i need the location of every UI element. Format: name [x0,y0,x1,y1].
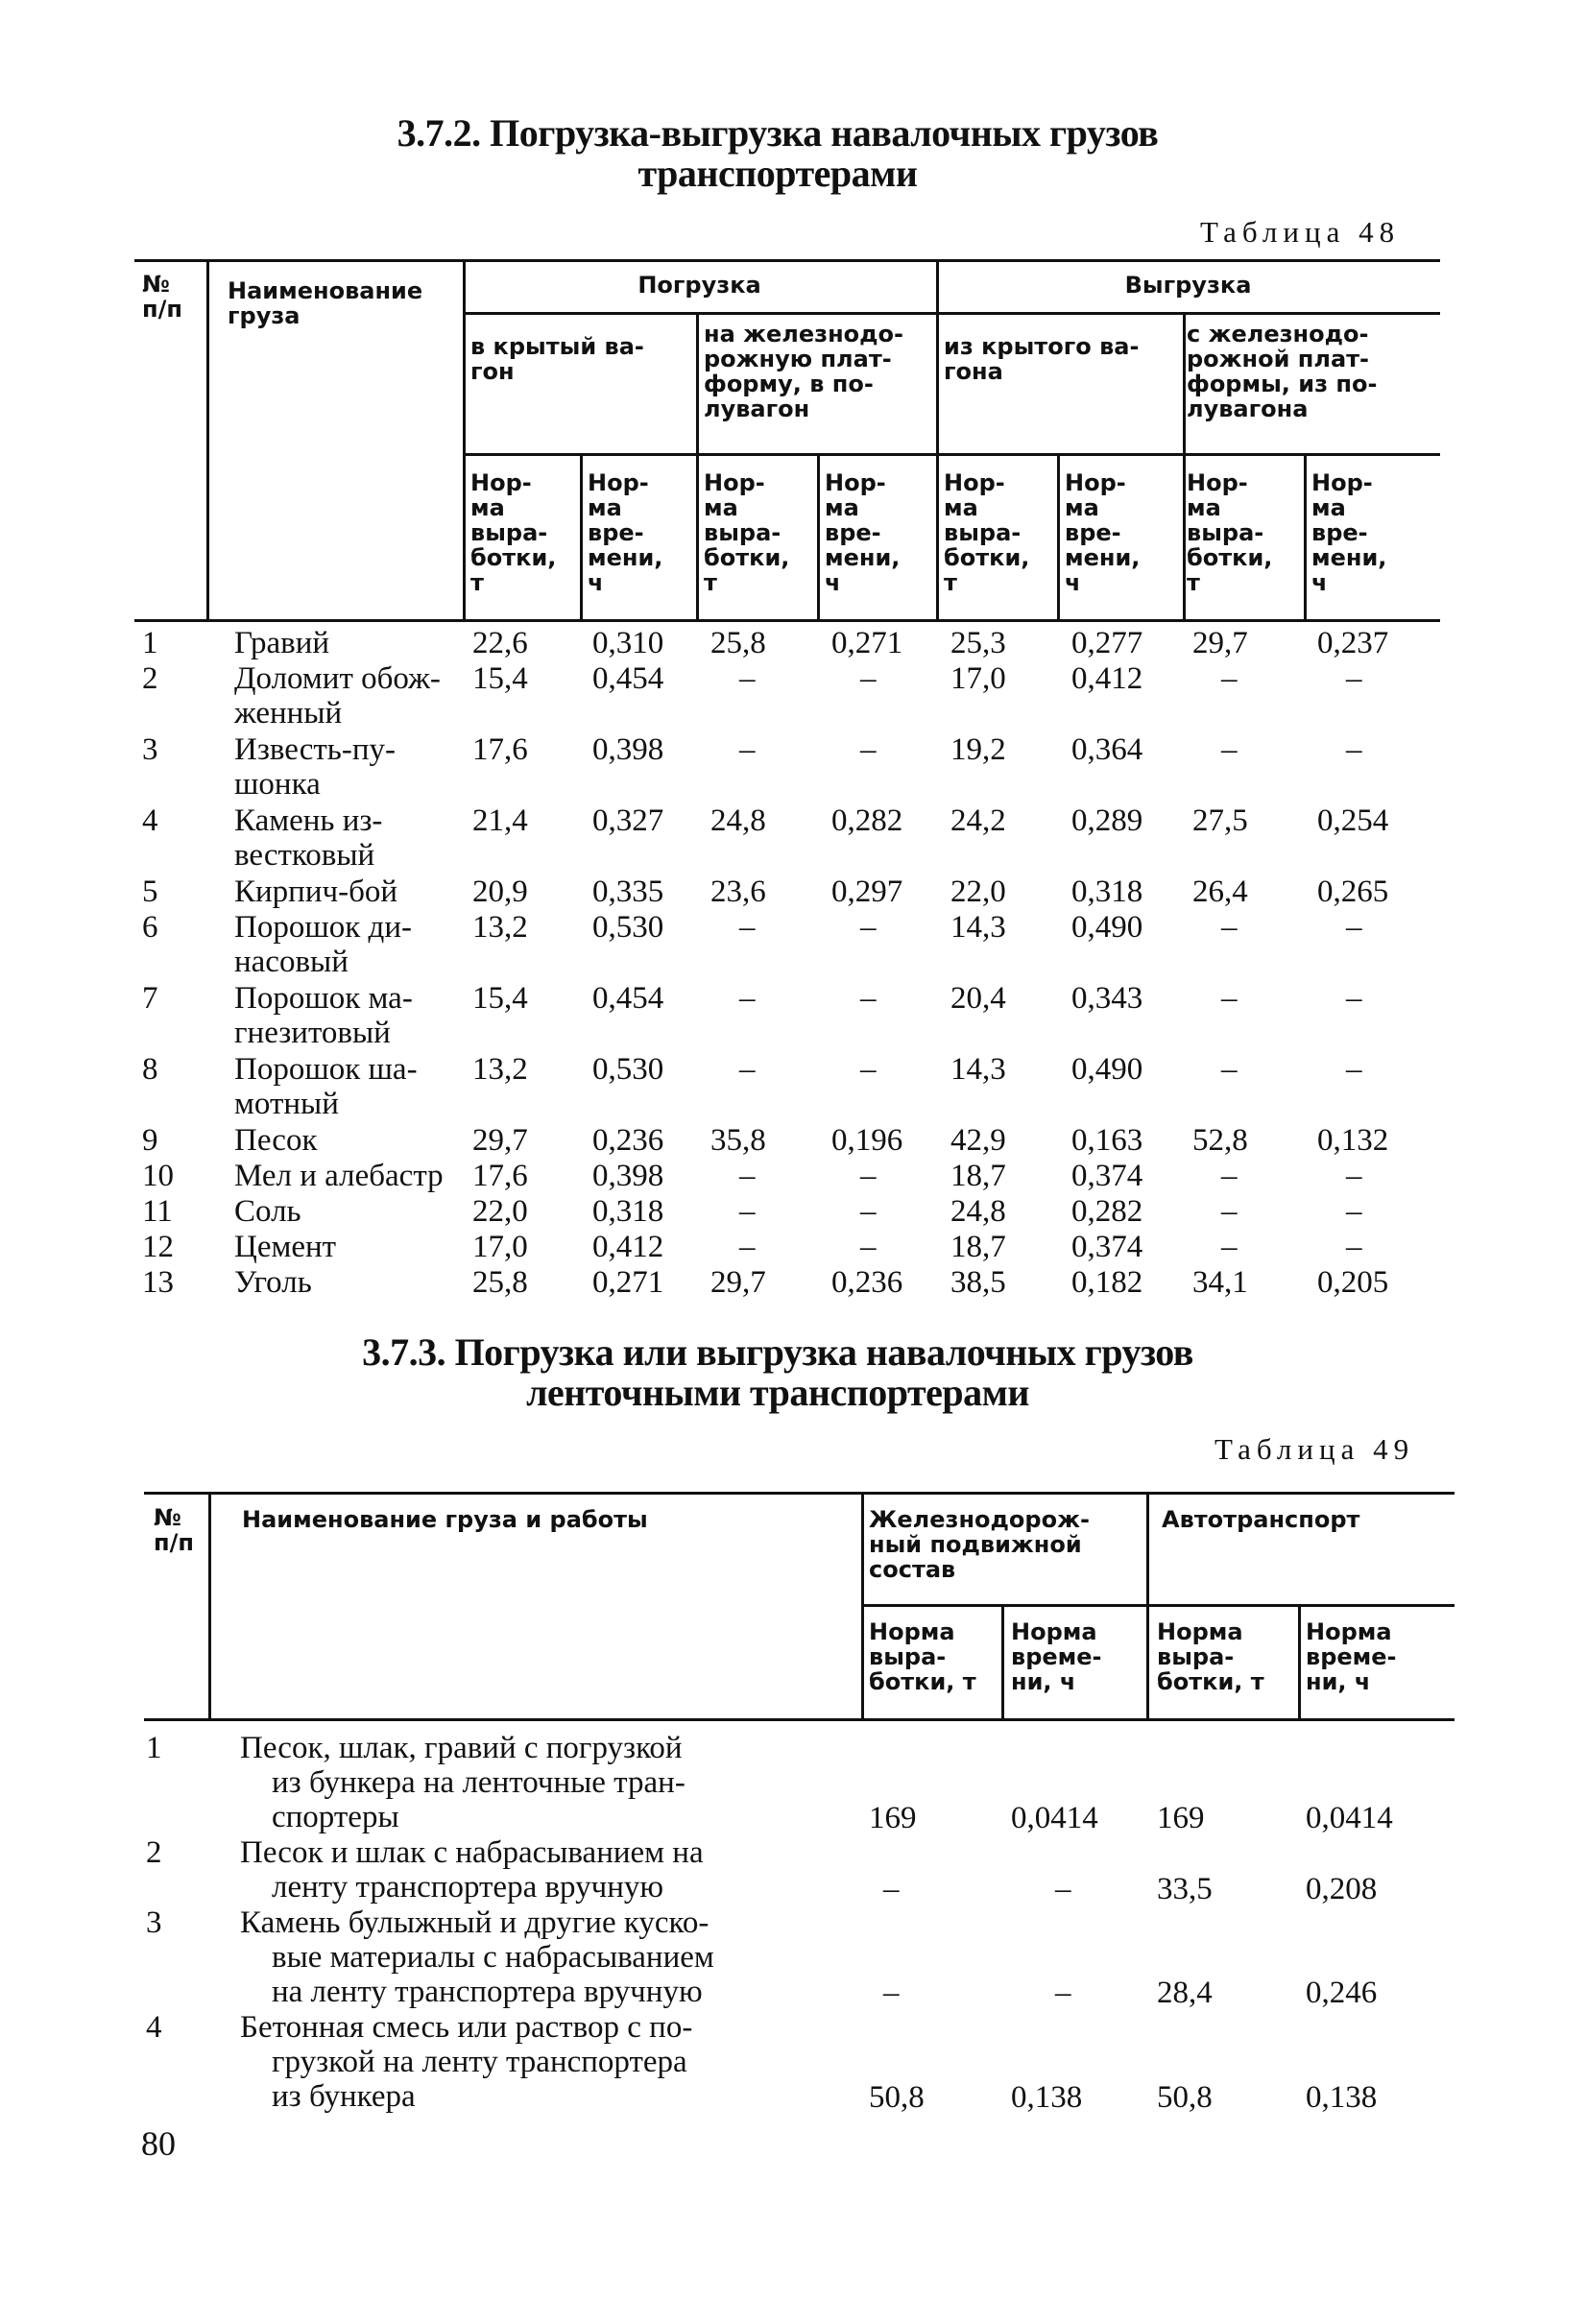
table-cell: – [1346,1052,1362,1087]
table-cell: 0,208 [1306,1872,1378,1906]
table-cell: – [1346,910,1362,945]
table-cell: – [1346,1194,1362,1229]
table-cell: 0,412 [1071,661,1143,696]
table-cell: 0,289 [1071,803,1143,838]
table-cell: 24,8 [710,803,766,838]
table-cell: 0,163 [1071,1123,1143,1158]
subheader-onto-platform: на железнодо- рожную плат- форму, в по- лувагон [704,321,903,422]
table-cell: 50,8 [1157,2080,1213,2115]
cargo-name: Кирпич-бой [234,874,398,909]
cargo-name: Порошок ша- мотный [234,1052,418,1121]
cargo-name: Порошок ди- насовый [234,910,412,979]
cargo-name: Порошок ма- гнезитовый [234,981,413,1050]
table48-divider [1304,453,1307,620]
table49-header-bottom-rule [144,1718,1455,1721]
cargo-name: Гравий [234,626,330,660]
table-cell: 27,5 [1192,803,1248,838]
table48-top-rule [134,259,1440,262]
subheader-from-platform: с железнодо- рожной плат- формы, из по- лувагона [1187,321,1378,422]
table-cell: 0,0414 [1011,1801,1098,1835]
table-cell: 0,374 [1071,1159,1143,1193]
table-cell: 17,0 [950,661,1006,696]
table-cell: 25,8 [710,626,766,660]
row-number: 2 [142,661,158,696]
table-cell: 0,310 [592,626,664,660]
table-cell: – [1221,910,1238,945]
row-number: 7 [142,981,158,1016]
table-cell: – [1221,1159,1238,1193]
table-cell: – [860,1194,877,1229]
table-cell: 26,4 [1192,874,1248,909]
row-number: 13 [142,1265,174,1300]
table-cell: 0,364 [1071,732,1143,767]
table-cell: 0,182 [1071,1265,1143,1300]
table-cell: 0,398 [592,732,664,767]
cargo-and-work-name: Камень булыжный и другие куско- вые материалы с набрасыванием на ленту транспортера вручную [240,1905,714,2009]
col-header-loading: Погрузка [637,272,761,299]
row-number: 4 [142,803,158,838]
table-cell: 17,0 [472,1230,528,1264]
norm-output-header: Нор- ма выра- ботки, т [1187,469,1273,596]
page-number: 80 [141,2124,176,2163]
table-cell: 169 [1157,1801,1205,1835]
table-cell: – [739,1052,756,1087]
table-cell: 22,0 [472,1194,528,1229]
table-cell: 22,6 [472,626,528,660]
table49-sub-rule [861,1604,1455,1607]
table48-divider [1057,453,1060,620]
table-cell: – [1346,661,1362,696]
table-cell: 0,318 [592,1194,664,1229]
table48-divider [936,259,939,620]
norm-output-header: Норма выра- ботки, т [1157,1618,1264,1695]
table-cell: – [1346,732,1362,767]
table-cell: – [860,1230,877,1264]
cargo-and-work-name: Песок, шлак, гравий с погрузкой из бункера на ленточные тран- спортеры [240,1731,685,1834]
col-header-motor-transport: Автотранспорт [1162,1506,1360,1533]
table48-header-bottom-rule [134,619,1440,622]
table-cell: – [860,1159,877,1193]
table-cell: 14,3 [950,910,1006,945]
table-cell: – [860,732,877,767]
cargo-name: Известь-пу- шонка [234,732,396,802]
table-cell: 28,4 [1157,1976,1213,2010]
table-cell: 0,236 [592,1123,664,1158]
table-cell: 17,6 [472,732,528,767]
col-header-cargo-and-work: Наименование груза и работы [242,1506,648,1533]
row-number: 11 [142,1194,173,1229]
table-cell: 14,3 [950,1052,1006,1087]
table-cell: – [1221,1052,1238,1087]
col-header-num: № п/п [154,1504,194,1556]
row-number: 3 [142,732,158,767]
table48-divider [817,453,820,620]
table-cell: 0,271 [831,626,903,660]
norm-time-header: Нор- ма вре- мени, ч [1311,469,1387,596]
table-cell: – [860,981,877,1016]
norm-output-header: Норма выра- ботки, т [869,1618,976,1695]
table-cell: 0,530 [592,1052,664,1087]
table49-divider [1146,1492,1149,1719]
table-cell: 0,297 [831,874,903,909]
table-cell: 20,9 [472,874,528,909]
table-cell: – [739,910,756,945]
table-cell: 13,2 [472,910,528,945]
table-cell: 0,254 [1317,803,1389,838]
section-heading-373: 3.7.3. Погрузка или выгрузка навалочных грузов ленточными транспортерами [362,1330,1193,1414]
table49-divider [1001,1604,1004,1719]
row-number: 8 [142,1052,158,1087]
table-cell: 50,8 [869,2080,925,2115]
row-number: 2 [146,1835,162,1870]
table-cell: 21,4 [472,803,528,838]
table-cell: – [1221,732,1238,767]
row-number: 1 [142,626,158,660]
table-cell: 42,9 [950,1123,1006,1158]
table-cell: 33,5 [1157,1872,1213,1906]
table-cell: 18,7 [950,1230,1006,1264]
table-cell: 0,237 [1317,626,1389,660]
table-cell: 0,132 [1317,1123,1389,1158]
table-cell: 38,5 [950,1265,1006,1300]
cargo-and-work-name: Бетонная смесь или раствор с по- грузкой на ленту транспортера из бункера [240,2010,693,2114]
table48-sub-rule [463,453,1440,456]
row-number: 9 [142,1123,158,1158]
table-cell: – [1221,1230,1238,1264]
table-48-label: Таблица 48 [1200,215,1401,249]
table49-divider [861,1492,864,1719]
col-header-rail-rolling-stock: Железнодорож- ный подвижной состав [869,1506,1090,1583]
table-cell: 0,0414 [1306,1801,1393,1835]
table-cell: – [1346,1230,1362,1264]
table-cell: 25,3 [950,626,1006,660]
table-cell: 169 [869,1801,917,1835]
cargo-name: Соль [234,1194,301,1229]
table49-top-rule [144,1492,1455,1495]
table48-divider [580,453,583,620]
table-cell: 0,343 [1071,981,1143,1016]
table-cell: – [739,1194,756,1229]
table-cell: – [739,981,756,1016]
row-number: 1 [146,1731,162,1765]
table-cell: – [739,1230,756,1264]
table-cell: 0,138 [1011,2080,1083,2115]
table48-divider [1183,312,1186,620]
table-cell: 0,530 [592,910,664,945]
table-cell: – [739,661,756,696]
table-cell: 0,398 [592,1159,664,1193]
norm-output-header: Нор- ма выра- ботки, т [944,469,1030,596]
section-heading-372: 3.7.2. Погрузка-выгрузка навалочных грузов транспортерами [397,111,1159,195]
cargo-name: Песок [234,1123,318,1158]
norm-time-header: Норма време- ни, ч [1306,1618,1397,1695]
norm-time-header: Нор- ма вре- мени, ч [825,469,901,596]
table-cell: 24,2 [950,803,1006,838]
table48-divider [696,312,699,620]
col-header-num: № п/п [142,271,182,323]
cargo-name: Цемент [234,1230,337,1264]
cargo-name: Камень из- вестковый [234,803,383,873]
table-cell: 0,138 [1306,2080,1378,2115]
table-cell: 0,236 [831,1265,903,1300]
subheader-from-covered-wagon: из крытого ва- гона [944,333,1140,385]
table-cell: – [1221,1194,1238,1229]
table49-divider [208,1492,211,1719]
table-cell: 23,6 [710,874,766,909]
table-49-label: Таблица 49 [1214,1432,1415,1466]
table49-divider [1298,1604,1301,1719]
norm-output-header: Нор- ма выра- ботки, т [470,469,557,596]
col-header-unloading: Выгрузка [1124,272,1252,299]
table-cell: 17,6 [472,1159,528,1193]
col-header-cargo-name: Наименование груза [228,277,423,329]
table-cell: 18,7 [950,1159,1006,1193]
table-cell: 15,4 [472,981,528,1016]
table-cell: 52,8 [1192,1123,1248,1158]
norm-time-header: Норма време- ни, ч [1011,1618,1102,1695]
table-cell: – [860,1052,877,1087]
cargo-name: Доломит обож- женный [234,661,441,731]
table-cell: – [883,1872,900,1906]
table48-divider [463,259,466,620]
table-cell: – [860,910,877,945]
table-cell: 0,271 [592,1265,664,1300]
table-cell: 0,205 [1317,1265,1389,1300]
table-cell: 0,282 [1071,1194,1143,1229]
table-cell: 0,246 [1306,1976,1378,2010]
row-number: 3 [146,1905,162,1940]
cargo-and-work-name: Песок и шлак с набрасыванием на ленту транспортера вручную [240,1835,704,1905]
table48-group-rule [463,312,1440,315]
table-cell: 0,490 [1071,910,1143,945]
table-cell: 0,277 [1071,626,1143,660]
table-cell: 24,8 [950,1194,1006,1229]
table-cell: – [1346,981,1362,1016]
table-cell: 0,374 [1071,1230,1143,1264]
table-cell: 0,196 [831,1123,903,1158]
table-cell: 19,2 [950,732,1006,767]
table-cell: 25,8 [472,1265,528,1300]
table-cell: 29,7 [710,1265,766,1300]
cargo-name: Уголь [234,1265,312,1300]
table-cell: – [883,1976,900,2010]
cargo-name: Мел и алебастр [234,1159,444,1193]
row-number: 12 [142,1230,174,1264]
table-cell: – [1346,1159,1362,1193]
table-cell: 13,2 [472,1052,528,1087]
table-cell: 0,282 [831,803,903,838]
table-cell: 0,454 [592,981,664,1016]
table-cell: 0,454 [592,661,664,696]
row-number: 5 [142,874,158,909]
table-cell: – [1055,1872,1071,1906]
row-number: 6 [142,910,158,945]
table-cell: 15,4 [472,661,528,696]
norm-output-header: Нор- ма выра- ботки, т [704,469,790,596]
table-cell: 0,335 [592,874,664,909]
table-cell: – [860,661,877,696]
table-cell: – [739,1159,756,1193]
table-cell: 0,318 [1071,874,1143,909]
subheader-into-covered-wagon: в крытый ва- гон [470,333,644,385]
row-number: 4 [146,2010,162,2045]
table-cell: 29,7 [1192,626,1248,660]
table-cell: – [1055,1976,1071,2010]
table48-divider [206,259,209,620]
row-number: 10 [142,1159,174,1193]
table-cell: 29,7 [472,1123,528,1158]
table-cell: 0,490 [1071,1052,1143,1087]
table-cell: – [739,732,756,767]
table-cell: 0,327 [592,803,664,838]
table-cell: – [1221,661,1238,696]
norm-time-header: Нор- ма вре- мени, ч [588,469,663,596]
table-cell: 34,1 [1192,1265,1248,1300]
table-cell: 20,4 [950,981,1006,1016]
table-cell: 35,8 [710,1123,766,1158]
table-cell: – [1221,981,1238,1016]
table-cell: 0,265 [1317,874,1389,909]
norm-time-header: Нор- ма вре- мени, ч [1065,469,1141,596]
table-cell: 0,412 [592,1230,664,1264]
table-cell: 22,0 [950,874,1006,909]
